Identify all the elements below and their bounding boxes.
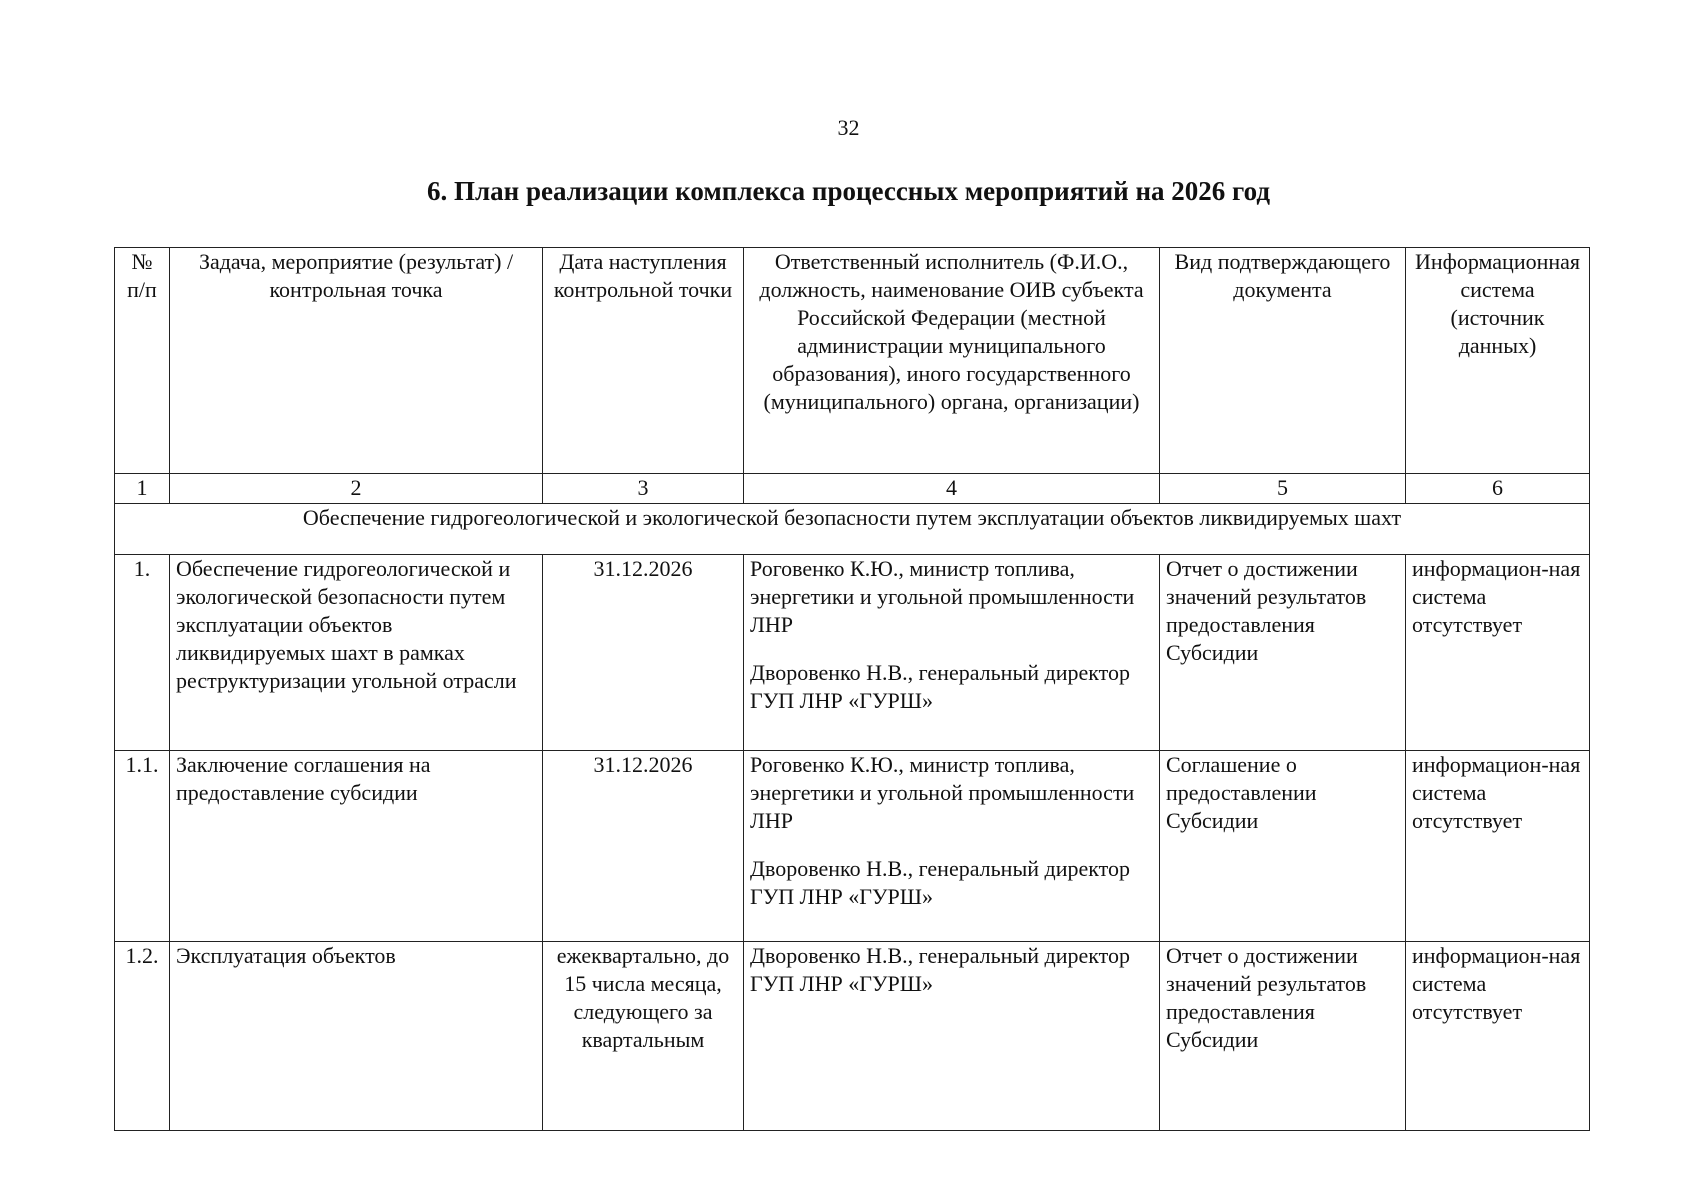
page-number: 32 — [837, 115, 860, 140]
row-document: Отчет о достижении значений результатов предоставления Субсидии — [1160, 942, 1406, 1131]
table-header-row — [115, 248, 1590, 474]
responsible-person: Дворовенко Н.В., генеральный директор ГУП ЛНР «ГУРШ» — [750, 856, 1130, 909]
row-document: Отчет о достижении значений результатов предоставления Субсидии — [1160, 555, 1406, 751]
row-date: ежеквартально, до 15 числа месяца, следующего за квартальным — [543, 942, 744, 1131]
row-system: информацион-ная система отсутствует — [1406, 555, 1590, 751]
section-row — [115, 504, 1590, 555]
header-number: № п/п — [115, 248, 170, 474]
column-number: 6 — [1406, 474, 1590, 504]
table-row — [115, 942, 1590, 1131]
row-responsible — [744, 555, 1160, 751]
row-document: Соглашение о предоставлении Субсидии — [1160, 751, 1406, 942]
responsible-person: Роговенко К.Ю., министр топлива, энергетики и угольной промышленности ЛНР — [750, 556, 1135, 637]
column-number: 3 — [543, 474, 744, 504]
row-date: 31.12.2026 — [543, 555, 744, 751]
row-responsible — [744, 942, 1160, 1131]
header-document: Вид подтверждающего документа — [1160, 248, 1406, 474]
column-number: 4 — [744, 474, 1160, 504]
column-number: 1 — [115, 474, 170, 504]
table-row — [115, 555, 1590, 751]
plan-table — [114, 247, 1590, 1131]
row-system: информацион-ная система отсутствует — [1406, 751, 1590, 942]
responsible-person: Роговенко К.Ю., министр топлива, энергетики и угольной промышленности ЛНР — [750, 752, 1135, 833]
header-responsible: Ответственный исполнитель (Ф.И.О., должность, наименование ОИВ субъекта Российской Федерации (местной администрации муниципального образования), иного государственного (муниципального) органа, организации) — [744, 248, 1160, 474]
row-number: 1.2. — [115, 942, 170, 1131]
section-title: Обеспечение гидрогеологической и экологической безопасности путем эксплуатации объектов ликвидируемых шахт — [115, 504, 1590, 555]
row-responsible — [744, 751, 1160, 942]
row-task: Заключение соглашения на предоставление субсидии — [170, 751, 543, 942]
responsible-person: Дворовенко Н.В., генеральный директор ГУП ЛНР «ГУРШ» — [750, 660, 1130, 713]
column-number: 5 — [1160, 474, 1406, 504]
row-date: 31.12.2026 — [543, 751, 744, 942]
row-task: Эксплуатация объектов — [170, 942, 543, 1131]
column-number: 2 — [170, 474, 543, 504]
header-date: Дата наступления контрольной точки — [543, 248, 744, 474]
row-number: 1. — [115, 555, 170, 751]
responsible-person: Дворовенко Н.В., генеральный директор ГУП ЛНР «ГУРШ» — [750, 943, 1130, 996]
row-system: информацион-ная система отсутствует — [1406, 942, 1590, 1131]
document-title: 6. План реализации комплекса процессных мероприятий на 2026 год — [427, 176, 1270, 206]
header-task: Задача, мероприятие (результат) / контрольная точка — [170, 248, 543, 474]
column-number-row — [115, 474, 1590, 504]
header-system: Информационная система (источник данных) — [1406, 248, 1590, 474]
row-task: Обеспечение гидрогеологической и экологической безопасности путем эксплуатации объектов ликвидируемых шахт в рамках реструктуризации угольной отрасли — [170, 555, 543, 751]
row-number: 1.1. — [115, 751, 170, 942]
table-row — [115, 751, 1590, 942]
